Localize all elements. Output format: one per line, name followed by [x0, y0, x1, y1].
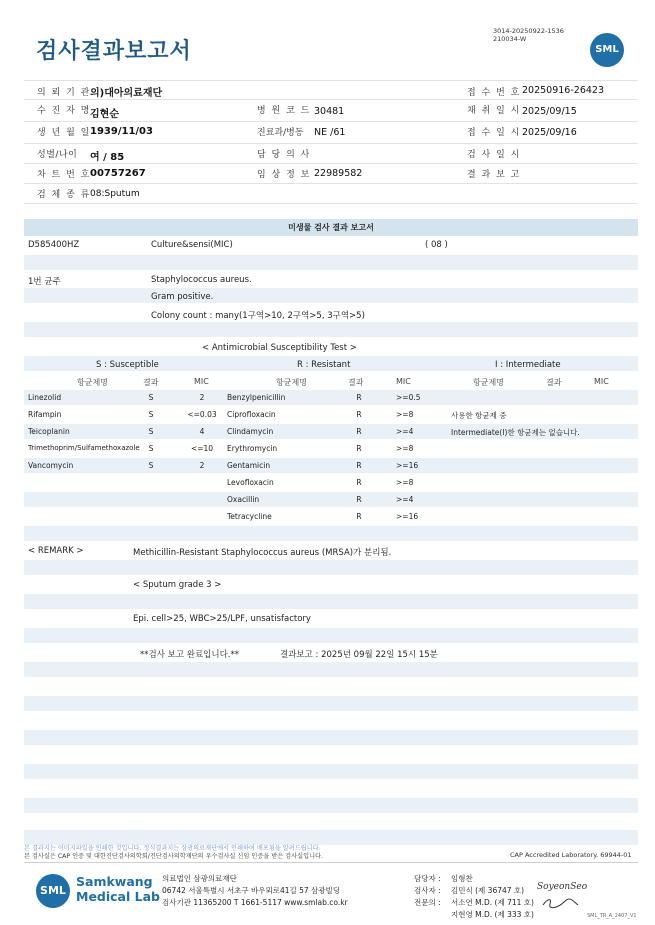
sputum-grade: < Sputum grade 3 > [133, 580, 222, 590]
r-result: R [356, 427, 362, 436]
divider [24, 183, 638, 184]
tester-name: 김민식 (제 36747 호) [451, 886, 525, 895]
row-stripe [24, 696, 638, 711]
name-label: 수 진 자 명 [37, 106, 91, 116]
receive-date-label: 접 수 일 시 [467, 128, 521, 138]
address: 06742 서울특별시 서초구 바우뫼로41길 57 삼광빌딩 [162, 886, 341, 895]
organism: Staphylococcus aureus. [151, 275, 252, 285]
sex-age-value: 여 / 85 [90, 152, 125, 163]
row-stripe [24, 255, 638, 270]
col-mic: MIC [594, 377, 609, 386]
s-drug: Vancomycin [28, 461, 74, 470]
r-drug: Ciprofloxacin [227, 410, 276, 419]
s-drug: Linezolid [28, 393, 62, 402]
page-title: 검사결과보고서 [36, 39, 192, 64]
row-stripe [24, 322, 638, 337]
dob-label: 생 년 월 일 [37, 128, 91, 138]
r-mic: >=8 [396, 410, 414, 419]
print-notice: 본 결과지는 이미지파일을 인쇄한 것입니다. 정식결과지는 삼광의료재단에서 인쇄하여 배포됨을 알려드립니다. [24, 845, 321, 852]
r-drug: Clindamycin [227, 427, 274, 436]
test-date-label: 검 사 일 시 [467, 150, 521, 160]
s-result: S [148, 427, 154, 436]
row-stripe [24, 662, 638, 677]
r-result: R [356, 478, 362, 487]
report-time: 결과보고 : 2025년 09월 22일 15시 15분 [280, 650, 438, 660]
signature-seo: SoyeonSeo [537, 882, 588, 892]
section-title: 미생물 검사 결과 보고서 [24, 219, 638, 236]
test-code-num: ( 08 ) [425, 240, 448, 250]
report-complete: **검사 보고 완료입니다.** [140, 650, 240, 660]
r-mic: >=4 [396, 495, 414, 504]
collect-date-value: 2025/09/15 [522, 106, 577, 117]
r-mic: >=8 [396, 444, 414, 453]
r-drug: Benzylpenicillin [227, 393, 286, 402]
hosp-code-label: 병 원 코 드 [257, 106, 311, 116]
divider [24, 80, 638, 81]
r-result: R [356, 495, 362, 504]
dept-value: NE /61 [314, 127, 346, 138]
r-result: R [356, 410, 362, 419]
tester-label: 검사자 : [414, 886, 441, 895]
test-name: Culture&sensi(MIC) [151, 240, 233, 250]
specialist-label: 전문의 : [414, 898, 441, 907]
report-label: 결 과 보 고 [467, 170, 521, 180]
doc-id [493, 27, 564, 43]
row-stripe [24, 730, 638, 745]
row-stripe [24, 764, 638, 779]
manager-label: 담당자 : [414, 874, 441, 883]
s-result: S [148, 461, 154, 470]
receive-date-value: 2025/09/16 [522, 127, 577, 138]
remark-label: < REMARK > [28, 546, 84, 556]
col-drug: 항균제명 [473, 378, 504, 387]
manager-name: 임형찬 [451, 874, 473, 883]
test-code: D585400HZ [28, 240, 80, 250]
brand-line-2: Medical Lab [76, 889, 160, 904]
dob-value: 1939/11/03 [90, 126, 153, 137]
row-stripe [24, 560, 638, 575]
susceptible-label: S : Susceptible [96, 360, 159, 370]
s-drug: Trimethoprim/Sulfamethoxazole [28, 444, 140, 452]
cap-accreditation: CAP Accredited Laboratory. 69944-01 [510, 851, 632, 859]
s-mic: <=0.03 [187, 410, 217, 419]
r-drug: Gentamicin [227, 461, 271, 470]
row-stripe [24, 526, 638, 541]
row-stripe [24, 628, 638, 643]
ast-title: < Antimicrobial Susceptibility Test > [202, 343, 357, 353]
contact-info: 검사기관 11365200 T 1661-5117 www.smlab.co.kr [162, 898, 348, 907]
doc-id-line-1: 3014-20250922-1536 [493, 27, 564, 35]
name-value: 김현순 [90, 109, 119, 120]
divider [24, 163, 638, 164]
doctor-label: 담 당 의 사 [257, 150, 311, 160]
r-mic: >=0.5 [396, 393, 421, 402]
s-mic: 4 [199, 427, 205, 436]
s-result: S [148, 444, 154, 453]
specialist-2: 지현영 M.D. (제 333 호) [451, 910, 534, 919]
sml-logo: SML [590, 33, 624, 67]
signature-ji [540, 896, 582, 910]
receipt-no-label: 접 수 번 호 [467, 88, 521, 98]
receipt-no-value: 20250916-26423 [522, 85, 605, 96]
col-result: 결과 [546, 378, 562, 387]
divider [24, 143, 638, 144]
foundation-name: 의료법인 삼광의료재단 [162, 874, 237, 883]
r-drug: Erythromycin [227, 444, 278, 453]
resistant-label: R : Resistant [297, 360, 351, 370]
intermediate-note-1: 사용한 항균제 중 [451, 411, 507, 420]
r-mic: >=4 [396, 427, 414, 436]
org-label: 의 뢰 기 관 [37, 88, 91, 98]
clinical-label: 임 상 정 보 [257, 170, 311, 180]
r-result: R [356, 393, 362, 402]
epi-cell-note: Epi. cell>25, WBC>25/LPF, unsatisfactory [133, 614, 311, 624]
s-drug: Rifampin [28, 410, 62, 419]
row-stripe [24, 288, 638, 303]
sex-age-label: 성별/나이 [37, 150, 78, 160]
specimen-label: 검 체 종 류 [37, 190, 91, 200]
row-stripe [24, 458, 638, 473]
r-mic: >=8 [396, 478, 414, 487]
cert-notice: 본 검사실은 CAP 인증 및 대한진단검사의학회/진단검사의학재단의 우수검사실 신임 인증을 받은 검사실입니다. [24, 853, 323, 860]
divider [24, 99, 638, 100]
r-mic: >=16 [396, 461, 419, 470]
org-value: 의)대아의료재단 [90, 88, 163, 99]
divider [24, 121, 638, 122]
intermediate-note-2: Intermediate(I)한 항균제는 없습니다. [451, 428, 580, 437]
organism-label: 1번 균주 [28, 277, 61, 287]
r-result: R [356, 461, 362, 470]
gram-stain: Gram positive. [151, 292, 214, 302]
chart-no-value: 00757267 [90, 168, 146, 179]
row-stripe [24, 798, 638, 813]
row-stripe [24, 390, 638, 405]
col-mic: MIC [396, 377, 411, 386]
s-mic: 2 [199, 461, 205, 470]
col-result: 결과 [348, 378, 364, 387]
specialist-1: 서소연 M.D. (제 711 호) [451, 898, 534, 907]
intermediate-label: I : Intermediate [495, 360, 561, 370]
dept-label: 진료과/병동 [257, 128, 304, 138]
r-result: R [356, 444, 362, 453]
brand-line-1: Samkwang [76, 874, 153, 889]
s-mic: 2 [199, 393, 205, 402]
col-drug: 항균제명 [77, 378, 108, 387]
doc-id-line-2: 210034-W [493, 35, 527, 43]
r-mic: >=16 [396, 512, 419, 521]
hosp-code-value: 30481 [314, 106, 345, 117]
r-result: R [356, 512, 362, 521]
col-drug: 항균제명 [276, 378, 307, 387]
divider [24, 862, 638, 863]
r-drug: Levofloxacin [227, 478, 274, 487]
s-mic: <=10 [190, 444, 214, 453]
s-result: S [148, 393, 154, 402]
s-result: S [148, 410, 154, 419]
chart-no-label: 차 트 번 호 [37, 170, 91, 180]
divider [24, 203, 638, 204]
clinical-value: 22989582 [314, 168, 363, 179]
col-result: 결과 [143, 378, 159, 387]
form-code: SML_TR_A_2407_V1 [587, 913, 637, 919]
r-drug: Tetracycline [227, 512, 272, 521]
sml-logo: SML [36, 874, 70, 908]
remark-text: Methicillin-Resistant Staphylococcus aureus (MRSA)가 분리됨. [133, 548, 392, 558]
s-drug: Teicoplanin [28, 427, 70, 436]
brand-name [76, 874, 160, 904]
specimen-value: 08:Sputum [90, 189, 140, 199]
row-stripe [24, 594, 638, 609]
r-drug: Oxacillin [227, 495, 260, 504]
colony-count: Colony count : many(1구역>10, 2구역>5, 3구역>5) [151, 311, 365, 321]
collect-date-label: 채 취 일 시 [467, 106, 521, 116]
col-mic: MIC [194, 377, 209, 386]
row-stripe [24, 492, 638, 507]
